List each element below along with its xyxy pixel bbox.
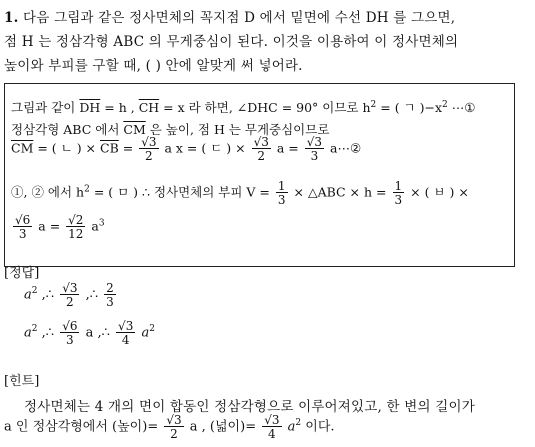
fraction: $\frac{1}{3}$ — [277, 179, 286, 207]
answer-row-2: $a^2$ ,∴ $\frac{√6}{3}$ a ,∴ $\frac{√3}{4}$ $a^2$ — [24, 319, 155, 347]
fraction: $\frac{1}{3}$ — [394, 179, 403, 207]
box-line-2: 정삼각형 ABC 에서 $\overline{CM}$ 은 높이, 점 H 는 무게중심이므로 — [11, 122, 330, 137]
box-line-4: ①, ② 에서 $h^2$ = ( ㅁ ) ∴ 정사면체의 부피 V = $\frac{1}{3}$ × △ABC × h = $\frac{1}{3}$ × ( ㅂ ) × — [11, 179, 469, 207]
question-line-1 — [4, 6, 455, 26]
question-text-3: 높이와 부피를 구할 때, ( ) 안에 알맞게 써 넣어라. — [4, 58, 303, 74]
fraction: $\frac{2}{3}$ — [106, 281, 114, 309]
box-line-1: 그림과 같이 $\overline{DH} = h$ , $\overline{CH} = x$ 라 하면, ∠DHC = 90° 이므로 $h^2$ = ( ㄱ )$-x^2$ ⋯① — [11, 99, 476, 115]
hint-heading: [힌트] — [4, 374, 40, 389]
answer-row-1: $a^2$ ,∴ $\frac{√3}{2}$ ,∴ $\frac{2}{3}$ — [24, 281, 114, 309]
fraction: $\frac{√3}{4}$ — [118, 319, 134, 347]
fraction: $\frac{√6}{3}$ — [62, 319, 78, 347]
question-text-1: 다음 그림과 같은 정사면체의 꼭지점 D 에서 밑면에 수선 DH 를 그으면, — [23, 10, 456, 26]
fraction: $\frac{√3}{2}$ — [253, 135, 269, 163]
question-number: 1. — [4, 10, 19, 26]
fraction: $\frac{√3}{4}$ — [264, 413, 280, 441]
hint-line-2: a 인 정삼각형에서 (높이)= $\frac{√3}{2}$ a , (넓이)= $\frac{√3}{4}$ $a^2$ 이다. — [4, 413, 335, 441]
box-line-5: $\frac{√6}{3}$ a = $\frac{√2}{12}$ $a^3$ — [15, 213, 105, 241]
hint-line-1: 정사면체는 4 개의 면이 합동인 정삼각형으로 이루어져있고, 한 변의 길이가 — [24, 399, 475, 415]
fraction: $\frac{√2}{12}$ — [68, 213, 84, 241]
fraction: $\frac{√6}{3}$ — [15, 213, 31, 241]
fraction: $\frac{√3}{3}$ — [306, 135, 323, 163]
question-text-2: 점 H 는 정삼각형 ABC 의 무게중심이 된다. 이것을 이용하여 이 정사면체의 — [4, 34, 459, 50]
fraction: $\frac{√3}{2}$ — [62, 281, 78, 309]
segment-cm: $\overline{CM}$ — [123, 122, 146, 137]
answer-heading: [정답] — [4, 266, 40, 281]
segment-cb: $\overline{CB}$ — [100, 140, 119, 156]
fraction: $\frac{√3}{2}$ — [141, 135, 157, 163]
segment-ch: $\overline{CH}$ — [138, 100, 160, 115]
box-line-3: $\overline{CM}$ = ( ㄴ ) × $\overline{CB}$ = $\frac{√3}{2}$ a x = ( ㄷ ) × $\frac{√3}{2}$ a = $\frac{√3}{3}$ a⋯② — [11, 135, 362, 163]
fraction: $\frac{√3}{2}$ — [166, 413, 182, 441]
segment-dh: $\overline{DH}$ — [79, 100, 101, 115]
solution-box — [4, 83, 515, 267]
